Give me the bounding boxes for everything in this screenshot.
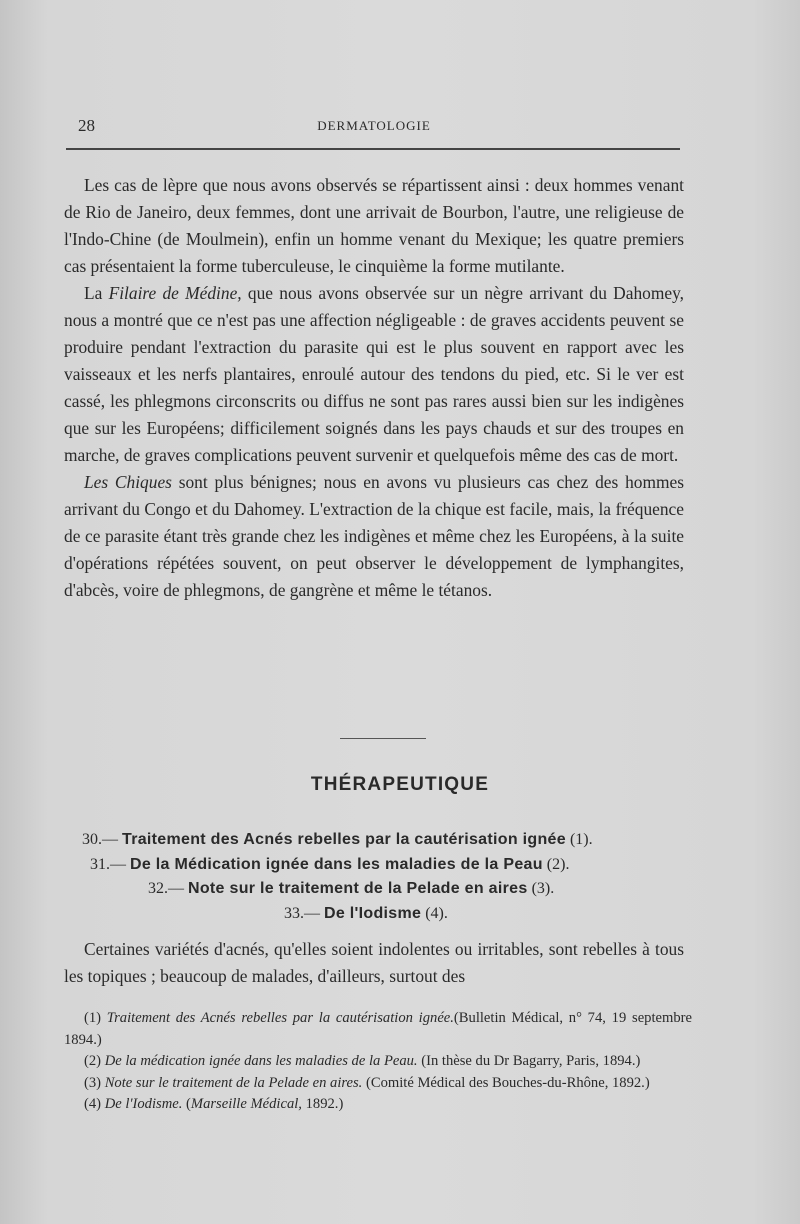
intro-text — [64, 172, 684, 604]
footnote-2: (2) De la médication ignée dans les maladies de la Peau. (In thèse du Dr Bagarry, Paris, 1894.) — [84, 1053, 641, 1069]
footnote-3: (3) Note sur le traitement de la Pelade en aires. (Comité Médical des Bouches-du-Rhône, 1892.) — [84, 1074, 650, 1091]
entry-33: 33.— De l'Iodisme (4). — [284, 904, 448, 922]
header-rule — [66, 148, 680, 150]
entry-30: 30.— Traitement des Acnés rebelles par la cautérisation ignée (1). — [82, 831, 593, 848]
section-separator — [340, 738, 426, 739]
paragraph-acnes: Certaines variétés d'acnés, qu'elles soient indolentes ou irritables, sont rebelles à tous les topiques ; beaucoup de malades, d'ailleurs, surtout des — [64, 939, 684, 986]
paragraph-chiques: Les Chiques sont plus bénignes; nous en avons vu plusieurs cas chez des hommes arrivant du Congo et du Dahomey. L'extraction de la chique est facile, mais, la fréquence de ce parasite étant très grande chez les indigènes et même chez les Européens, à la suite d'opérations répétées souvent, on peut observer le développement de lymphangites, d'abcès, voire de phlegmons, de gangrène et même le tétanos. — [64, 472, 684, 600]
section-entries — [0, 828, 800, 926]
page-header — [68, 116, 680, 140]
entry-32: 32.— Note sur le traitement de la Pelade en aires (3). — [148, 880, 555, 897]
paragraph-lepre: Les cas de lèpre que nous avons observés se répartissent ainsi : deux hommes venant de Rio de Janeiro, deux femmes, dont une arrivait de Bourbon, l'autre, une religieuse de l'Indo-Chine (de Moulmein), enfin un homme venant du Mexique; les quatre premiers cas présentaient la forme tuberculeuse, le cinquième la forme mutilante. — [64, 175, 684, 276]
page-number: 28 — [78, 116, 95, 135]
entry-31: 31.— De la Médication ignée dans les maladies de la Peau (2). — [90, 855, 570, 873]
footnotes — [64, 1008, 692, 1116]
paragraph-filaire: La Filaire de Médine, que nous avons observée sur un nègre arrivant du Dahomey, nous a montré que ce n'est pas une affection négligeable : de graves accidents peuvent se produire pendant l'extraction du parasite qui est le plus souvent en rapport avec les vaisseaux et les nerfs plantaires, enroulé autour des tendons du pied, etc. Si le ver est cassé, les phlegmons circonscrits ou diffus ne sont pas rares aussi bien sur les indigènes que sur les Européens; difficilement soignés dans les pays chauds et sur des troupes en marche, de graves complications peuvent survenir et quelquefois même des cas de mort. — [64, 283, 684, 465]
closing-text — [64, 936, 684, 990]
running-title: DERMATOLOGIE — [317, 118, 431, 133]
section-title: THÉRAPEUTIQUE — [310, 774, 490, 795]
footnote-1: (1) Traitement des Acnés rebelles par la cautérisation ignée.(Bulletin Médical, n° 74, 19 septembre 1894.) — [64, 1010, 692, 1048]
footnote-4: (4) De l'Iodisme. (Marseille Médical, 1892.) — [84, 1096, 344, 1112]
